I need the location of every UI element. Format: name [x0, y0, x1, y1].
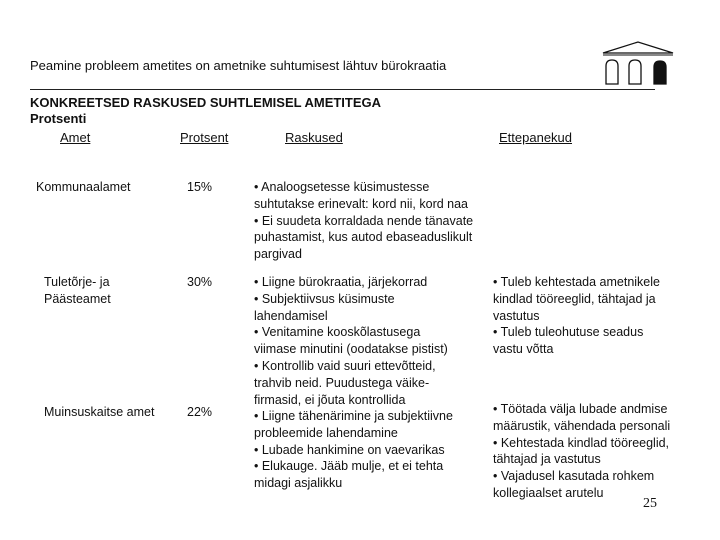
table-row-amet: [44, 404, 154, 421]
ettepanekud-line: • Töötada välja lubade andmise: [493, 402, 668, 416]
table-row-amet: [36, 179, 131, 196]
raskused-line: • Venitamine kooskõlastusega: [254, 325, 421, 340]
table-heading: [30, 95, 381, 127]
table-heading-title: KONKREETSED RASKUSED SUHTLEMISEL AMETITEGA: [30, 95, 382, 110]
raskused-line: • Kontrollib vaid suuri ettevõtteid,: [254, 358, 436, 373]
raskused-line: viimase minutini (oodatakse pistist): [254, 342, 448, 357]
table-row-raskused: [254, 274, 489, 408]
column-header-raskused: Raskused: [285, 130, 343, 145]
raskused-line: trahvib neid. Puudustega väike-: [254, 375, 430, 390]
column-header-protsent: Protsent: [180, 130, 229, 145]
table-row-protsent: 22%: [187, 405, 213, 419]
header-divider: [30, 89, 655, 90]
raskused-line: • Analoogsetesse küsimustesse: [254, 180, 430, 194]
page-number: 25: [643, 496, 657, 511]
raskused-line: • Liigne bürokraatia, järjekorrad: [254, 275, 428, 289]
raskused-line: lahendamisel: [254, 308, 328, 323]
raskused-line: • Liigne tähenärimine ja subjektiivne: [254, 409, 453, 423]
ettepanekud-line: vastutus: [493, 308, 540, 323]
amet-line: Tuletõrje- ja: [44, 275, 110, 289]
table-row-protsent: 15%: [187, 180, 213, 194]
raskused-line: • Ei suudeta korraldada nende tänavate: [254, 213, 474, 228]
table-row-raskused: [254, 408, 489, 492]
ettepanekud-line: tähtajad ja vastutus: [493, 452, 601, 467]
raskused-line: • Subjektiivsus küsimuste: [254, 291, 395, 306]
amet-line: Kommunaalamet: [36, 180, 131, 194]
ettepanekud-line: vastu võtta: [493, 342, 554, 357]
ettepanekud-line: • Vajadusel kasutada rohkem: [493, 469, 655, 484]
ettepanekud-line: • Tuleb kehtestada ametnikele: [493, 275, 660, 289]
ettepanekud-line: määrustik, vähendada personali: [493, 418, 671, 433]
table-row-raskused: [254, 179, 504, 263]
column-header-amet: Amet: [60, 130, 91, 145]
raskused-line: pargivad: [254, 247, 302, 262]
table-row-protsent: 30%: [187, 275, 213, 289]
raskused-line: firmasid, ei jõuta kontrollida: [254, 392, 406, 407]
table-row-amet: [44, 274, 111, 308]
column-header-ettepanekud: Ettepanekud: [499, 130, 573, 145]
ettepanekud-line: • Tuleb tuleohutuse seadus: [493, 325, 644, 340]
building-logo-icon: [598, 40, 678, 88]
raskused-line: puhastamist, kus autod ebaseaduslikult: [254, 230, 473, 245]
ettepanekud-line: • Kehtestada kindlad tööreeglid,: [493, 435, 670, 450]
raskused-line: • Lubade hankimine on vaevarikas: [254, 442, 445, 457]
raskused-line: • Elukauge. Jääb mulje, et ei tehta: [254, 459, 444, 474]
table-heading-unit: Protsenti: [30, 111, 87, 126]
raskused-line: suhtutakse erinevalt: kord nii, kord naa: [254, 196, 469, 211]
raskused-line: probleemide lahendamine: [254, 425, 398, 440]
ettepanekud-line: kindlad tööreeglid, tähtajad ja: [493, 291, 656, 306]
ettepanekud-line: kollegiaalset arutelu: [493, 485, 604, 500]
amet-line: Muinsuskaitse amet: [44, 405, 155, 419]
table-row-ettepanekud: [493, 401, 708, 502]
table-row-ettepanekud: [493, 274, 708, 358]
amet-line: Päästeamet: [44, 291, 111, 306]
slide-subtitle: Peamine probleem ametites on ametnike suhtumisest lähtuv bürokraatia: [30, 58, 447, 73]
raskused-line: midagi asjalikku: [254, 476, 343, 491]
